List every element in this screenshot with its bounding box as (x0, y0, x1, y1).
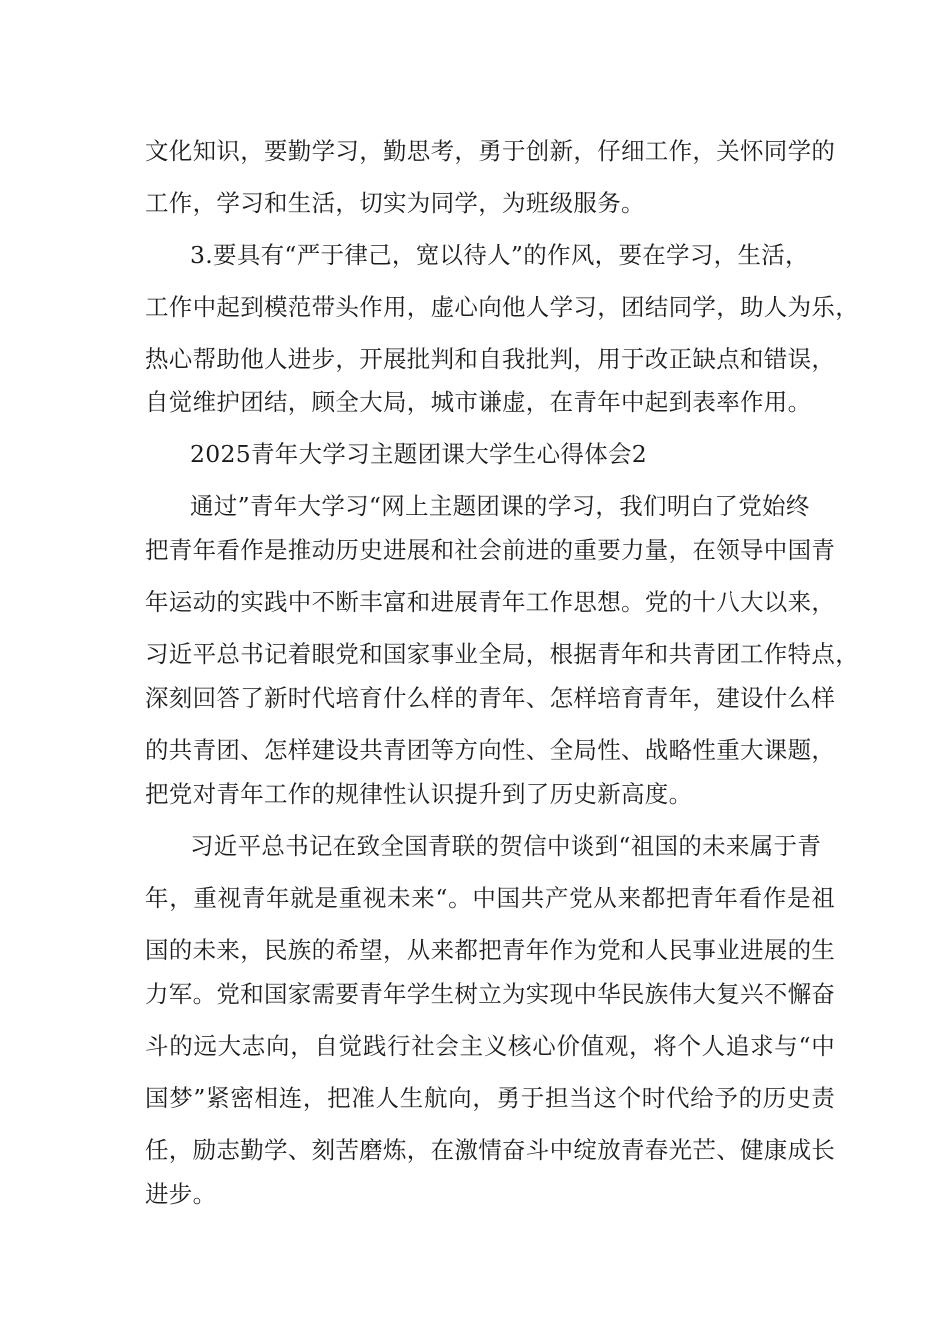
paragraph-line: 工作，学习和生活，切实为同学，为班级服务。 (145, 189, 645, 217)
paragraph-line: 热心帮助他人进步，开展批判和自我批判，用于改正缺点和错误， (145, 345, 836, 373)
paragraph-line: 文化知识，要勤学习，勤思考，勇于创新，仔细工作，关怀同学的 (145, 137, 836, 165)
paragraph-line: 年运动的实践中不断丰富和进展青年工作思想。党的十八大以来， (145, 588, 836, 616)
paragraph-line: 通过”青年大学习“网上主题团课的学习，我们明白了党始终 (190, 492, 810, 520)
paragraph-line: 斗的远大志向，自觉践行社会主义核心价值观，将个人追求与“中 (145, 1032, 835, 1060)
section-heading: 2025青年大学习主题团课大学生心得体会2 (190, 440, 648, 468)
paragraph-line: 习近平总书记着眼党和国家事业全局，根据青年和共青团工作特点， (145, 640, 859, 668)
paragraph-line: 任，励志勤学、刻苦磨炼，在激情奋斗中绽放青春光芒、健康成长 (145, 1136, 836, 1164)
paragraph-line: 自觉维护团结，顾全大局，城市谦虚，在青年中起到表率作用。 (145, 388, 812, 416)
paragraph-line: 工作中起到模范带头作用，虚心向他人学习，团结同学，助人为乐， (145, 293, 859, 321)
paragraph-line: 把青年看作是推动历史进展和社会前进的重要力量，在领导中国青 (145, 536, 836, 564)
paragraph-line: 的共青团、怎样建设共青团等方向性、全局性、战略性重大课题， (145, 736, 836, 764)
paragraph-line: 国的未来，民族的希望，从来都把青年作为党和人民事业进展的生 (145, 936, 836, 964)
paragraph-line: 力军。党和国家需要青年学生树立为实现中华民族伟大复兴不懈奋 (145, 980, 836, 1008)
paragraph-line: 习近平总书记在致全国青联的贺信中谈到“祖国的未来属于青 (190, 832, 822, 860)
paragraph-line: 把党对青年工作的规律性认识提升到了历史新高度。 (145, 780, 693, 808)
paragraph-line: 国梦”紧密相连，把准人生航向，勇于担当这个时代给予的历史责 (145, 1084, 835, 1112)
paragraph-line: 年，重视青年就是重视未来“。中国共产党从来都把青年看作是祖 (145, 884, 835, 912)
paragraph-line: 深刻回答了新时代培育什么样的青年、怎样培育青年，建设什么样 (145, 684, 836, 712)
paragraph-line: 3.要具有“严于律己，宽以待人”的作风，要在学习，生活， (190, 241, 809, 269)
paragraph-line: 进步。 (145, 1180, 217, 1208)
